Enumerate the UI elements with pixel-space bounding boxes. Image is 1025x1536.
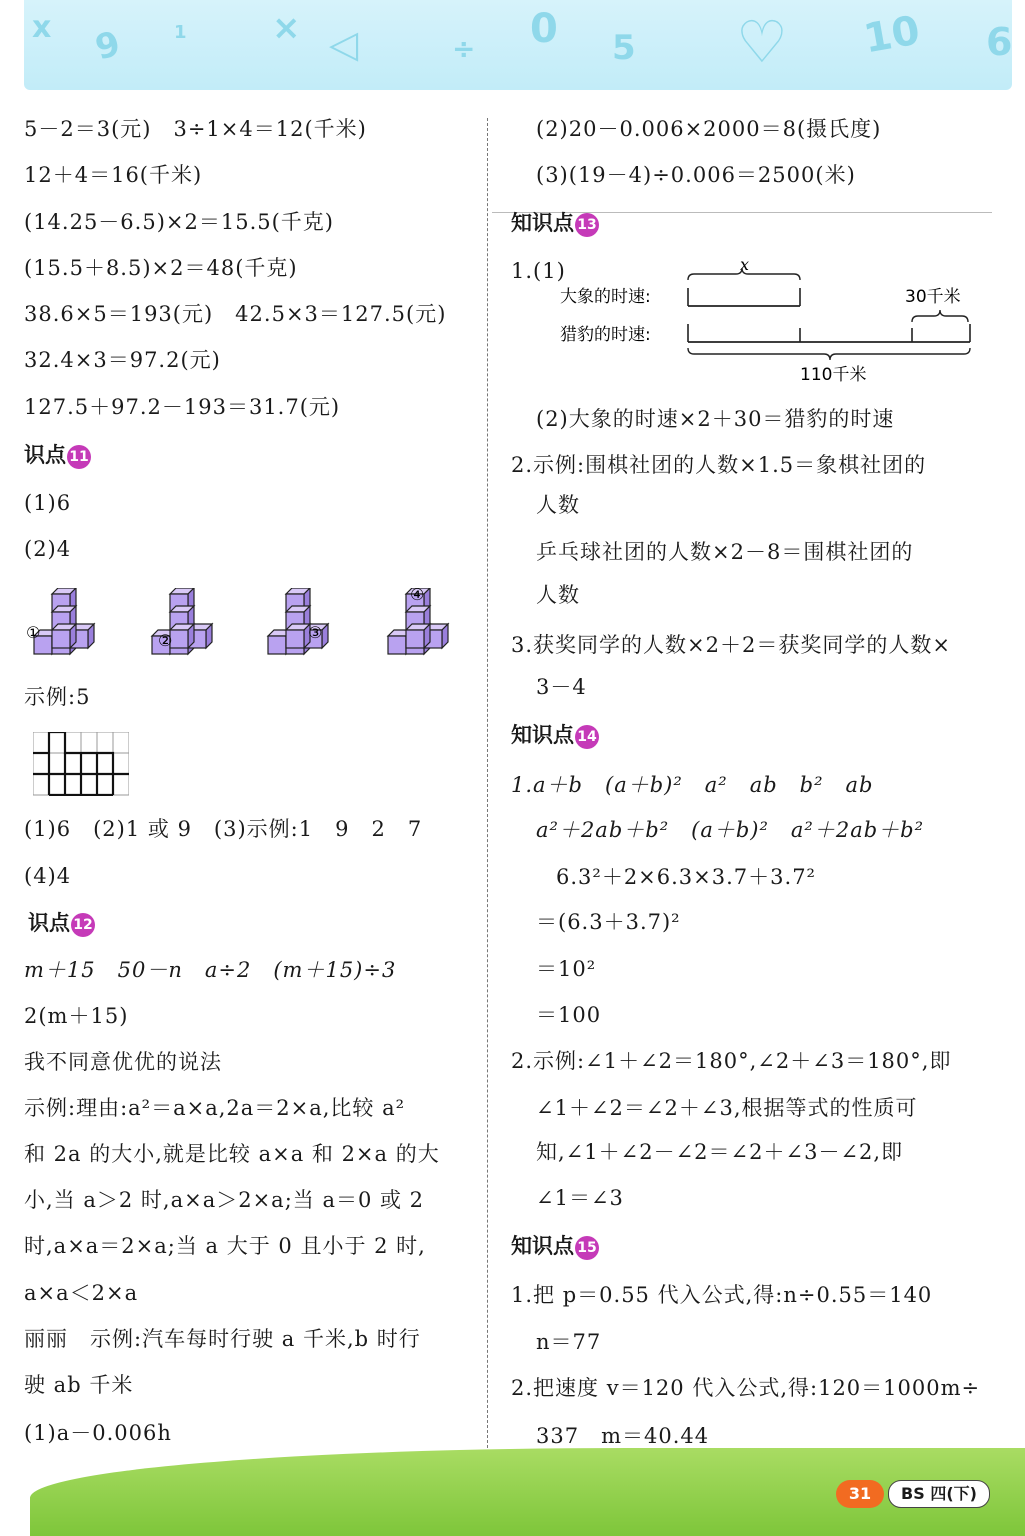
answer-line: ∠1＋∠2＝∠2＋∠3,根据等式的性质可	[536, 1096, 918, 1120]
cube-marker: ①	[26, 623, 41, 642]
cube-marker: ②	[158, 631, 173, 650]
answer-line: (3)(19－4)÷0.006＝2500(米)	[536, 163, 856, 187]
section-heading-11	[24, 440, 91, 470]
answer-line: (1)6 (2)1 或 9 (3)示例:1 9 2 7	[24, 817, 423, 841]
cube-figure-1	[26, 588, 94, 654]
square-grid-figure	[33, 732, 129, 796]
answer-line: 6.3²＋2×6.3×3.7＋3.7²	[556, 865, 816, 889]
answer-line: 丽丽 示例:汽车每时行驶 a 千米,b 时行	[24, 1327, 421, 1351]
answer-line: (1)a－0.006h	[24, 1421, 172, 1445]
answer-line: 时,a×a＝2×a;当 a 大于 0 且小于 2 时,	[24, 1234, 426, 1258]
decor-nine: 9	[91, 23, 125, 69]
answer-line: a×a＜2×a	[24, 1281, 139, 1305]
section-heading-label: 知识点	[511, 211, 574, 235]
decor-five: 5	[612, 28, 636, 68]
cube-figure-3	[268, 588, 328, 654]
answer-line: 2.示例:围棋社团的人数×1.5＝象棋社团的	[511, 453, 927, 477]
top-banner	[24, 0, 1012, 90]
answer-line: 3－4	[536, 675, 587, 699]
total-brace	[688, 348, 970, 360]
answer-line: 337 m＝40.44	[536, 1424, 710, 1448]
answer-line: 和 2a 的大小,就是比较 a×a 和 2×a 的大	[24, 1142, 440, 1166]
decor-divide: ÷	[452, 32, 476, 65]
decor-heart: ♡	[736, 8, 788, 76]
question-number: 1.(1)	[511, 259, 566, 283]
answer-line: (4)4	[24, 864, 72, 888]
answer-line: (15.5＋8.5)×2＝48(千克)	[24, 256, 298, 280]
answer-line: 2.把速度 v＝120 代入公式,得:120＝1000m÷	[511, 1376, 981, 1400]
cube-figure-2	[152, 588, 212, 654]
answer-line: 3.获奖同学的人数×2＋2＝获奖同学的人数×	[511, 633, 951, 657]
answer-line: 我不同意优优的说法	[24, 1050, 222, 1074]
answer-line: 2(m＋15)	[24, 1004, 129, 1028]
section-heading-label: 知识点	[511, 1234, 574, 1258]
decor-times: ×	[272, 8, 301, 48]
decor-ten: 10	[860, 7, 924, 63]
cube-figure-4	[388, 588, 448, 654]
answer-line: (1)6	[24, 491, 72, 515]
cube-marker: ④	[410, 588, 425, 604]
answer-line: 5－2＝3(元) 3÷1×4＝12(千米)	[24, 117, 367, 141]
cube-marker: ③	[308, 623, 323, 642]
answer-line: 32.4×3＝97.2(元)	[24, 348, 221, 372]
total-distance-label: 110千米	[800, 365, 867, 385]
cheetah-speed-label: 猎豹的时速:	[560, 325, 651, 345]
column-divider	[487, 118, 488, 1448]
cube-views-figure	[24, 588, 464, 668]
answer-line: ＝(6.3＋3.7)²	[536, 910, 681, 934]
section-number-badge: 15	[575, 1236, 599, 1260]
answer-line: 驶 ab 千米	[24, 1373, 134, 1397]
answer-line: (14.25－6.5)×2＝15.5(千克)	[24, 210, 335, 234]
section-number-badge: 11	[67, 445, 91, 469]
extra-brace	[912, 310, 968, 322]
section-number-badge: 12	[71, 913, 95, 937]
extra-distance-label: 30千米	[905, 287, 961, 307]
unknown-x-label: x	[740, 256, 750, 274]
answer-line: 示例:理由:a²＝a×a,2a＝2×a,比较 a²	[24, 1096, 406, 1120]
answer-line: ＝100	[536, 1003, 602, 1027]
elephant-speed-label: 大象的时速:	[560, 287, 651, 307]
decor-six: 6	[986, 20, 1012, 64]
decor-triangle: ◁	[329, 22, 359, 66]
section-heading-15	[511, 1231, 599, 1261]
answer-line: 乒乓球社团的人数×2－8＝围棋社团的	[536, 540, 914, 564]
decor-one: 1	[174, 22, 187, 43]
answer-line: (2)4	[24, 537, 72, 561]
section-heading-13	[511, 208, 599, 238]
answer-line: m＋15 50－n a÷2 (m＋15)÷3	[24, 958, 397, 982]
answer-line: ∠1＝∠3	[536, 1186, 624, 1210]
decor-zero: 0	[530, 6, 558, 52]
answer-line: 1.把 p＝0.55 代入公式,得:n÷0.55＝140	[511, 1283, 933, 1307]
section-heading-label: 知识点	[511, 723, 574, 747]
page-number: 31	[836, 1480, 884, 1508]
answer-line: 小,当 a＞2 时,a×a＞2×a;当 a＝0 或 2	[24, 1188, 425, 1212]
answer-line: 127.5＋97.2－193＝31.7(元)	[24, 395, 341, 419]
answer-line: ＝10²	[536, 957, 597, 981]
section-number-badge: 14	[575, 725, 599, 749]
answer-line: 38.6×5＝193(元) 42.5×3＝127.5(元)	[24, 302, 447, 326]
answer-line: a²＋2ab＋b² (a＋b)² a²＋2ab＋b²	[536, 818, 925, 842]
answer-line: 1.a＋b (a＋b)² a² ab b² ab	[511, 773, 874, 797]
page-tag	[836, 1480, 992, 1508]
answer-line: 示例:5	[24, 685, 91, 709]
segment-diagram	[560, 256, 980, 388]
answer-line: n＝77	[536, 1330, 602, 1354]
section-heading-14	[511, 720, 599, 750]
answer-line: 知,∠1＋∠2－∠2＝∠2＋∠3－∠2,即	[536, 1140, 904, 1164]
edition-label: BS 四(下)	[888, 1480, 990, 1508]
answer-line: 2.示例:∠1＋∠2＝180°,∠2＋∠3＝180°,即	[511, 1049, 952, 1073]
answer-line: (2)20－0.006×2000＝8(摄氏度)	[536, 117, 882, 141]
section-heading-label: 识点	[24, 443, 66, 467]
answer-line: 12＋4＝16(千米)	[24, 163, 203, 187]
section-heading-label: 识点	[28, 911, 70, 935]
section-number-badge: 13	[575, 213, 599, 237]
answer-line: 人数	[536, 583, 580, 607]
answer-line: 人数	[536, 493, 580, 517]
section-heading-12	[28, 908, 95, 938]
decor-x: x	[32, 10, 52, 45]
answer-line: (2)大象的时速×2＋30＝猎豹的时速	[536, 407, 895, 431]
